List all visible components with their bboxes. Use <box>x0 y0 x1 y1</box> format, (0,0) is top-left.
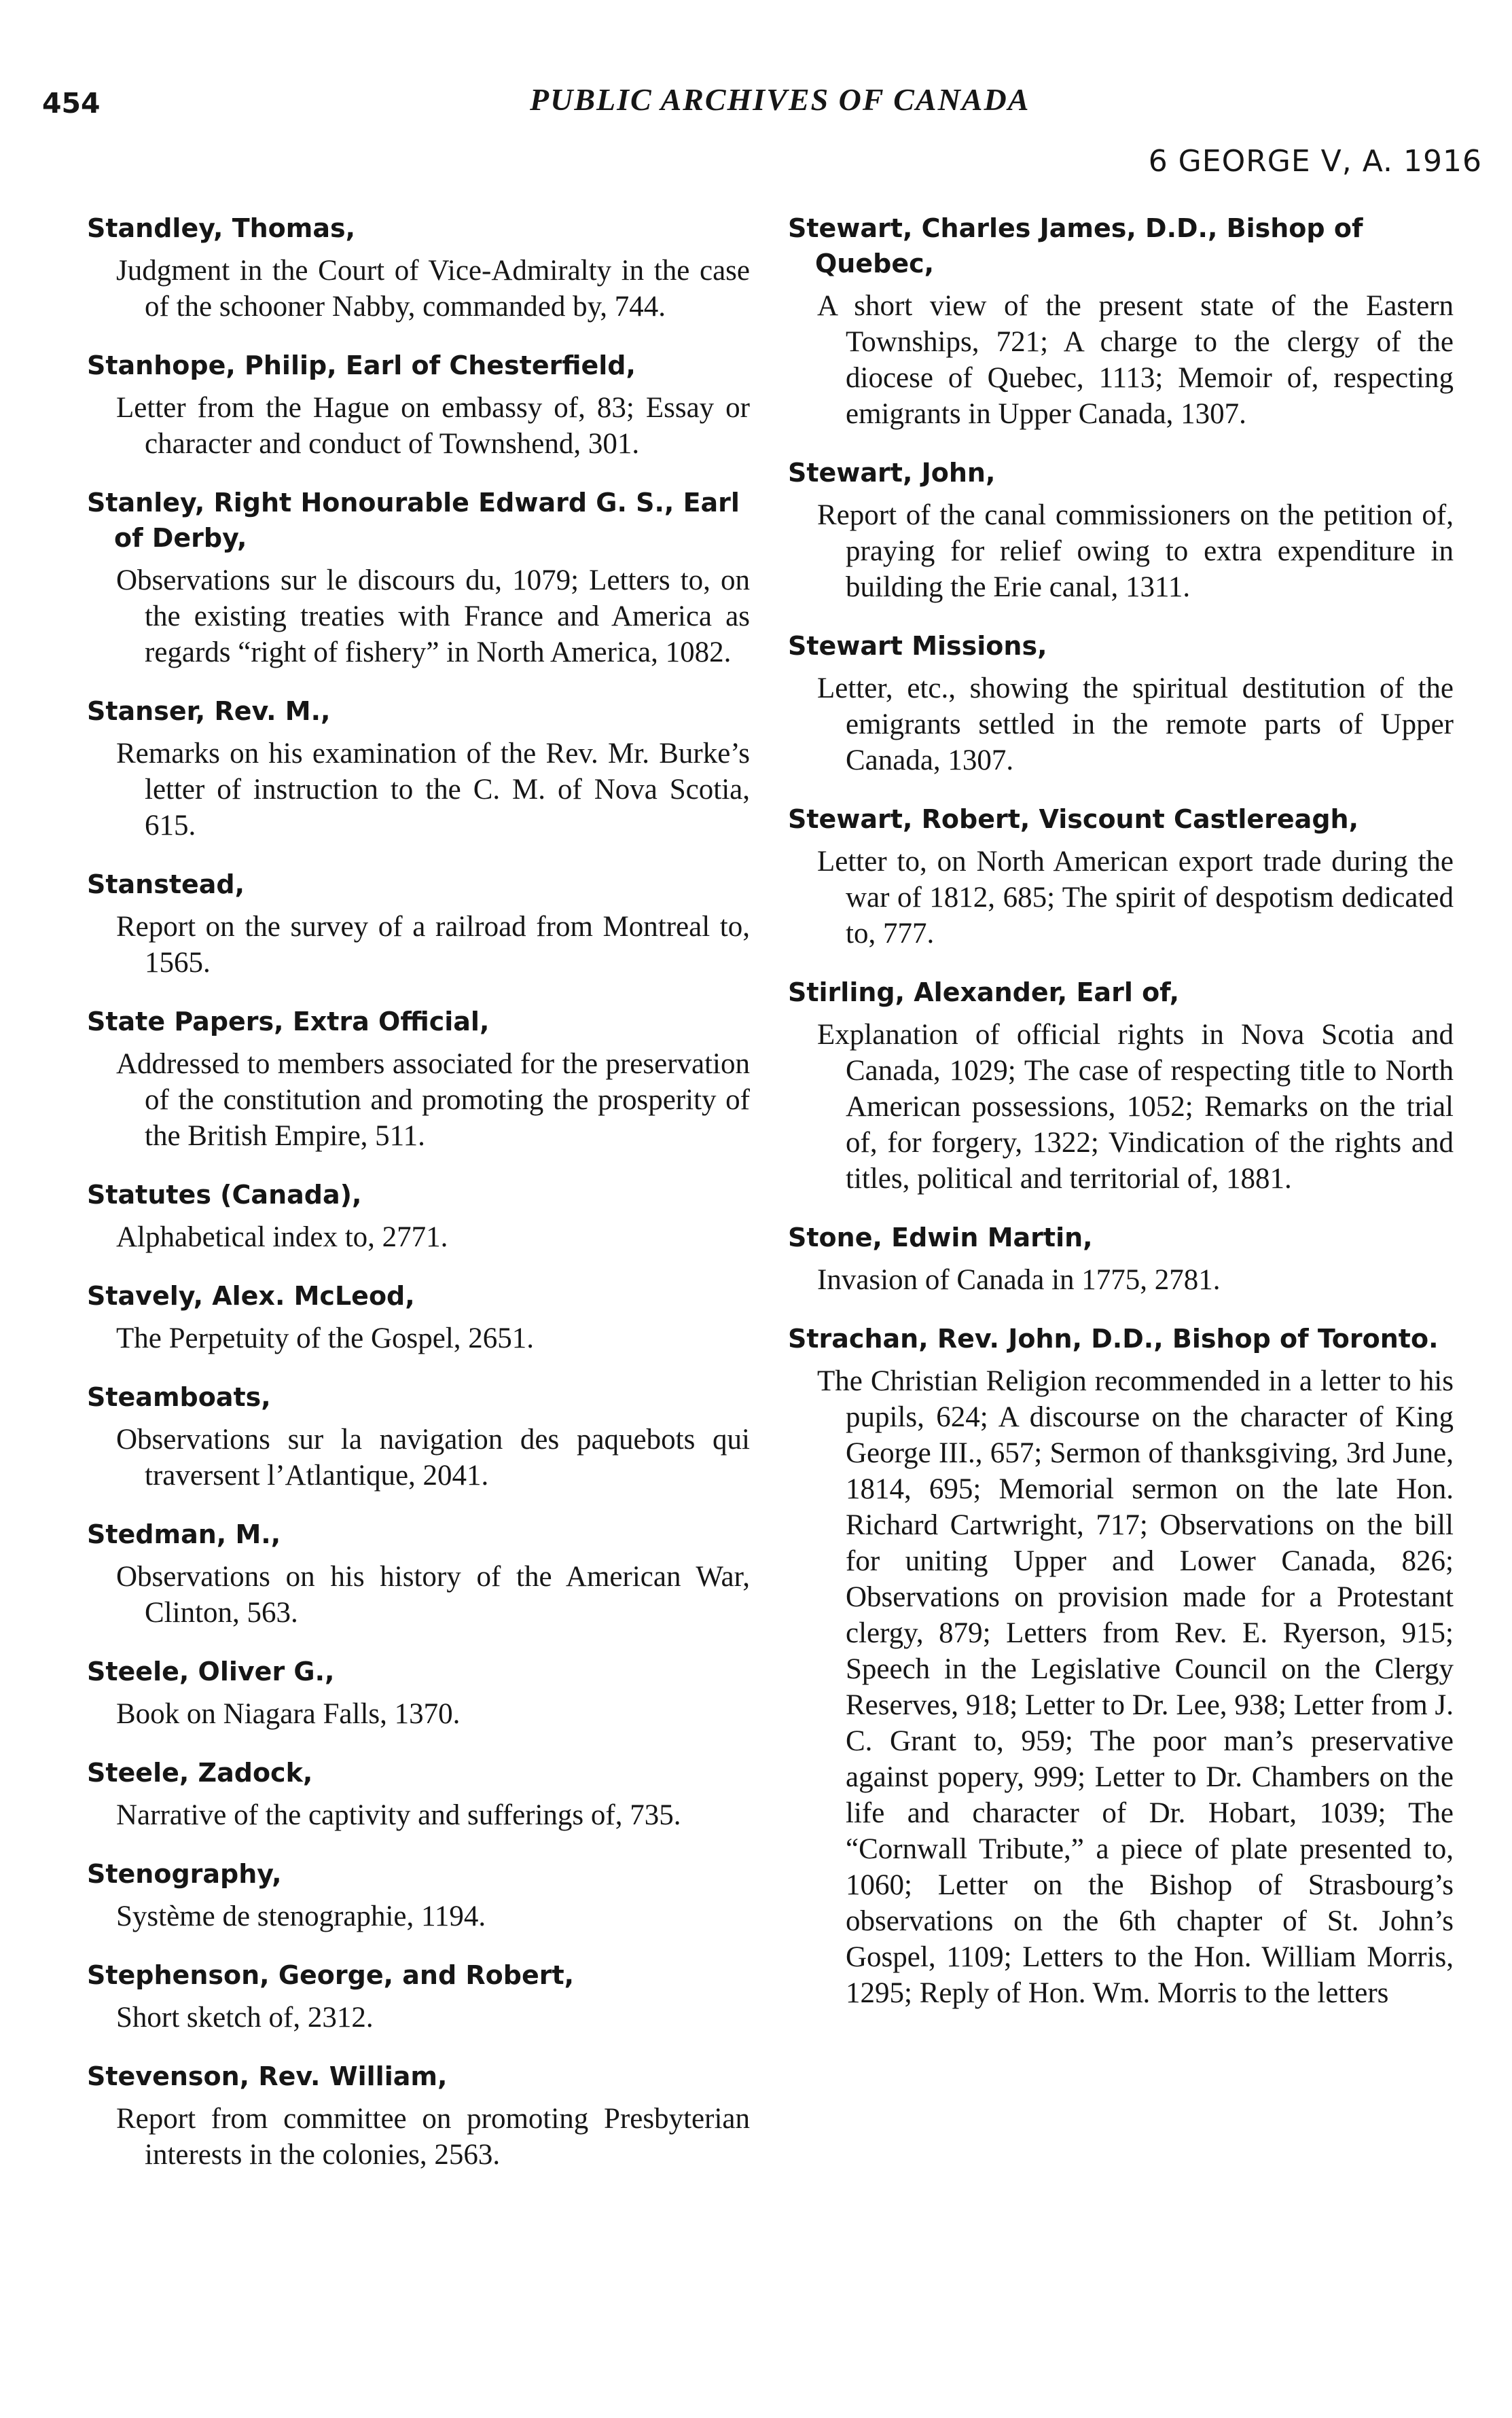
entry-heading: Stewart, Charles James, D.D., Bishop of Quebec, <box>788 213 1363 278</box>
entry-text: Letter, etc., showing the spiritual destitution of the emigrants settled in the remote parts of Upper Canada, 1307. <box>817 672 1454 776</box>
entry-text: Report on the survey of a railroad from Montreal to, 1565. <box>116 911 750 979</box>
entry-heading: Statutes (Canada), <box>87 1180 362 1210</box>
entry-heading: Steele, Zadock, <box>87 1758 313 1788</box>
entry-heading: Steamboats, <box>87 1382 271 1412</box>
entry-text: Invasion of Canada in 1775, 2781. <box>817 1264 1221 1296</box>
entry-text: Observations sur la navigation des paquebots qui traversent l’Atlantique, 2041. <box>116 1424 750 1492</box>
entry-heading: Stanhope, Philip, Earl of Chesterfield, <box>87 350 636 380</box>
page-title: PUBLIC ARCHIVES OF CANADA <box>530 82 1030 117</box>
entry-heading: Stevenson, Rev. William, <box>87 2061 448 2091</box>
entry-text: Remarks on his examination of the Rev. Mr. Burke’s letter of instruction to the C. M. of Nova Scotia, 615. <box>116 738 750 842</box>
entry-heading: Stewart, John, <box>788 458 996 488</box>
running-head <box>0 0 1512 177</box>
entry-text: Observations sur le discours du, 1079; Letters to, on the existing treaties with France and America as regards “right of fishery” in North America, 1082. <box>116 564 750 668</box>
index-entry <box>87 1654 750 1732</box>
entry-heading: Stanstead, <box>87 869 245 899</box>
page-number: 454 <box>42 87 101 120</box>
entry-text: Report of the canal commissioners on the petition of, praying for relief owing to extra expenditure in building the Erie canal, 1311. <box>817 499 1454 603</box>
index-entry <box>788 628 1454 778</box>
entry-heading: Stanley, Right Honourable Edward G. S., Earl of Derby, <box>87 488 740 553</box>
index-entry <box>87 1755 750 1833</box>
entry-text: Alphabetical index to, 2771. <box>116 1221 448 1253</box>
index-entry <box>87 1379 750 1494</box>
entry-text: Letter from the Hague on embassy of, 83; Essay or character and conduct of Townshend, 301. <box>116 392 750 460</box>
entry-heading: Stewart Missions, <box>788 631 1047 661</box>
index-entry <box>87 1517 750 1631</box>
entry-text: Système de stenographie, 1194. <box>116 1900 486 1932</box>
index-entry <box>87 348 750 462</box>
index-entry <box>87 867 750 981</box>
entry-heading: Steele, Oliver G., <box>87 1657 335 1686</box>
entry-heading: Stirling, Alexander, Earl of, <box>788 977 1180 1007</box>
index-entry <box>788 455 1454 605</box>
index-entry <box>87 1177 750 1255</box>
entry-text: A short view of the present state of the Eastern Townships, 721; A charge to the clergy of the diocese of Quebec, 1113; Memoir of, respecting emigrants in Upper Canada, 1307. <box>817 290 1454 430</box>
index-entry <box>788 975 1454 1197</box>
entry-text: Narrative of the captivity and sufferings of, 735. <box>116 1799 681 1831</box>
index-column-left <box>87 211 750 2196</box>
index-entry <box>87 1856 750 1934</box>
index-entry <box>87 2059 750 2173</box>
index-entry <box>788 211 1454 432</box>
entry-text: Report from committee on promoting Presbyterian interests in the colonies, 2563. <box>116 2103 750 2171</box>
entry-heading: Stanser, Rev. M., <box>87 696 331 726</box>
index-entry <box>788 1220 1454 1298</box>
entry-heading: Standley, Thomas, <box>87 213 356 243</box>
entry-text: Judgment in the Court of Vice-Admiralty in the case of the schooner Nabby, commanded by, 744. <box>116 255 750 323</box>
entry-text: The Perpetuity of the Gospel, 2651. <box>116 1322 535 1354</box>
entry-text: Addressed to members associated for the preservation of the constitution and promoting the prosperity of the British Empire, 511. <box>116 1048 750 1152</box>
index-entry <box>87 211 750 325</box>
entry-heading: Stephenson, George, and Robert, <box>87 1960 575 1990</box>
session-label: 6 GEORGE V, A. 1916 <box>1148 144 1482 179</box>
entry-heading: State Papers, Extra Official, <box>87 1007 490 1036</box>
index-column-right <box>788 211 1454 2034</box>
entry-text: Short sketch of, 2312. <box>116 2002 374 2034</box>
entry-text: Explanation of official rights in Nova Scotia and Canada, 1029; The case of respecting title to North American possessions, 1052; Remarks on the trial of, for forgery, 1322; Vindication of the rights and titles, political and territorial of, 1881. <box>817 1019 1454 1195</box>
entry-heading: Stenography, <box>87 1859 282 1889</box>
index-entry <box>788 801 1454 952</box>
entry-heading: Stewart, Robert, Viscount Castlereagh, <box>788 804 1359 834</box>
entry-text: Book on Niagara Falls, 1370. <box>116 1698 461 1730</box>
index-entry <box>87 1957 750 2036</box>
entry-heading: Stone, Edwin Martin, <box>788 1223 1093 1252</box>
entry-text: The Christian Religion recommended in a letter to his pupils, 624; A discourse on the character of King George III., 657; Sermon of thanksgiving, 3rd June, 1814, 695; Memorial sermon on the late Hon. Richard Cartwright, 717; Observations on the bill for uniting Upper and Lower Canada, 826; Observations on provision made for a Protestant clergy, 879; Letters from Rev. E. Ryerson, 915; Speech in the Legislative Council on the Clergy Reserves, 918; Letter to Dr. Lee, 938; Letter from J. C. Grant to, 959; The poor man’s preservative against popery, 999; Letter to Dr. Chambers on the life and character of Dr. Hobart, 1039; The “Cornwall Tribute,” a piece of plate presented to, 1060; Letter on the Bishop of Strasbourg’s observations on the 6th chapter of St. John’s Gospel, 1109; Letters to the Hon. William Morris, 1295; Reply of Hon. Wm. Morris to the letters <box>817 1365 1454 2009</box>
index-entry <box>87 1004 750 1154</box>
entry-heading: Strachan, Rev. John, D.D., Bishop of Toronto. <box>788 1324 1439 1354</box>
index-entry <box>87 485 750 670</box>
entry-text: Observations on his history of the American War, Clinton, 563. <box>116 1561 750 1629</box>
index-entry <box>87 1278 750 1356</box>
index-entry <box>788 1321 1454 2011</box>
entry-heading: Stedman, M., <box>87 1519 281 1549</box>
index-entry <box>87 693 750 844</box>
entry-heading: Stavely, Alex. McLeod, <box>87 1281 415 1311</box>
entry-text: Letter to, on North American export trade during the war of 1812, 685; The spirit of despotism dedicated to, 777. <box>817 846 1454 950</box>
